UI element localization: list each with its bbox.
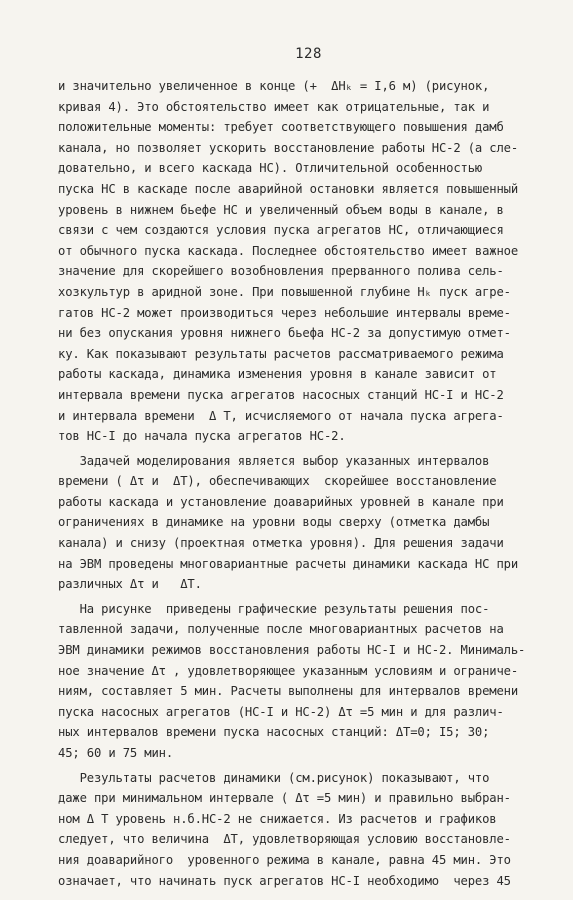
text-line: положительные моменты: требует соответствующего повышения дамб bbox=[58, 120, 504, 135]
paragraph bbox=[58, 76, 547, 447]
text-line: уровень в нижнем бьефе НС и увеличенный объем воды в канале, в bbox=[58, 202, 504, 217]
paragraph bbox=[58, 768, 547, 892]
text-line: ное значение Δτ , удовлетворяющее указанным условиям и ограниче- bbox=[58, 663, 518, 678]
text-line: ограничениях в динамике на уровни воды сверху (отметка дамбы bbox=[58, 515, 490, 530]
text-line: связи с чем создаются условия пуска агрегатов НС, отличающиеся bbox=[58, 223, 504, 238]
text-line: ку. Как показывают результаты расчетов рассматриваемого режима bbox=[58, 346, 504, 361]
text-line: времени ( Δτ и ΔT), обеспечивающих скорейшее восстановление bbox=[58, 474, 497, 489]
text-line: пуска НС в каскаде после аварийной остановки является повышенный bbox=[58, 181, 518, 196]
text-line: тов НС-I до начала пуска агрегатов НС-2. bbox=[58, 429, 346, 444]
text-line: значение для скорейшего возобновления прерванного полива сель- bbox=[58, 264, 504, 279]
text-line: пуска насосных агрегатов (НС-I и НС-2) Δτ =5 мин и для различ- bbox=[58, 704, 504, 719]
text-line: работы каскада и установление доаварийных уровней в канале при bbox=[58, 494, 504, 509]
text-line: гатов НС-2 может производиться через небольшие интервалы време- bbox=[58, 305, 511, 320]
body-text bbox=[58, 76, 547, 891]
text-line: интервала времени пуска агрегатов насосных станций НС-I и НС-2 bbox=[58, 387, 504, 402]
text-line: и значительно увеличенное в конце (+ ΔHₖ = I,6 м) (рисунок, bbox=[58, 79, 490, 93]
text-line: кривая 4). Это обстоятельство имеет как отрицательные, так и bbox=[58, 99, 490, 114]
text-line: хозкультур в аридной зоне. При повышенной глубине Hₖ пуск агре- bbox=[58, 284, 511, 299]
text-line: ных интервалов времени пуска насосных станций: ΔT=0; I5; 30; bbox=[58, 725, 490, 740]
text-line: на ЭВМ проведены многовариантные расчеты динамики каскада НС при bbox=[58, 556, 518, 571]
page-number: 128 bbox=[295, 46, 322, 62]
text-line: На рисунке приведены графические результаты решения пос- bbox=[58, 601, 490, 616]
text-line: работы каскада, динамика изменения уровня в канале зависит от bbox=[58, 367, 497, 382]
text-line: 45; 60 и 75 мин. bbox=[58, 746, 173, 760]
text-line: тавленной задачи, полученные после многовариантных расчетов на bbox=[58, 622, 504, 637]
text-line: ни без опускания уровня нижнего бьефа НС-2 за допустимую отмет- bbox=[58, 326, 511, 341]
text-line: Результаты расчетов динамики (см.рисунок) показывают, что bbox=[58, 770, 490, 785]
text-line: Задачей моделирования является выбор указанных интервалов bbox=[58, 453, 490, 468]
text-line: даже при минимальном интервале ( Δτ =5 мин) и правильно выбран- bbox=[58, 791, 511, 806]
paragraph bbox=[58, 599, 547, 764]
paragraph bbox=[58, 451, 547, 595]
text-line: канала, но позволяет ускорить восстановление работы НС-2 (а сле- bbox=[58, 140, 518, 155]
text-line: от обычного пуска каскада. Последнее обстоятельство имеет важное bbox=[58, 243, 518, 258]
text-line: ниям, составляет 5 мин. Расчеты выполнены для интервалов времени bbox=[58, 684, 518, 699]
text-line: и интервала времени Δ T, исчисляемого от начала пуска агрега- bbox=[58, 408, 504, 423]
text-line: означает, что начинать пуск агрегатов НС-I необходимо через 45 bbox=[58, 873, 511, 888]
text-line: различных Δτ и ΔT. bbox=[58, 577, 202, 592]
text-line: следует, что величина ΔT, удовлетворяющая условию восстановле- bbox=[58, 832, 511, 847]
text-line: ЭВМ динамики режимов восстановления работы НС-I и НС-2. Минималь- bbox=[58, 643, 526, 658]
text-line: канала) и снизу (проектная отметка уровня). Для решения задачи bbox=[58, 536, 504, 551]
text-line: ния доаварийного уровенного режима в канале, равна 45 мин. Это bbox=[58, 852, 511, 867]
text-line: довательно, и всего каскада НС). Отличительной особенностью bbox=[58, 161, 483, 176]
text-line: ном Δ T уровень н.б.НС-2 не снижается. Из расчетов и графиков bbox=[58, 811, 497, 826]
